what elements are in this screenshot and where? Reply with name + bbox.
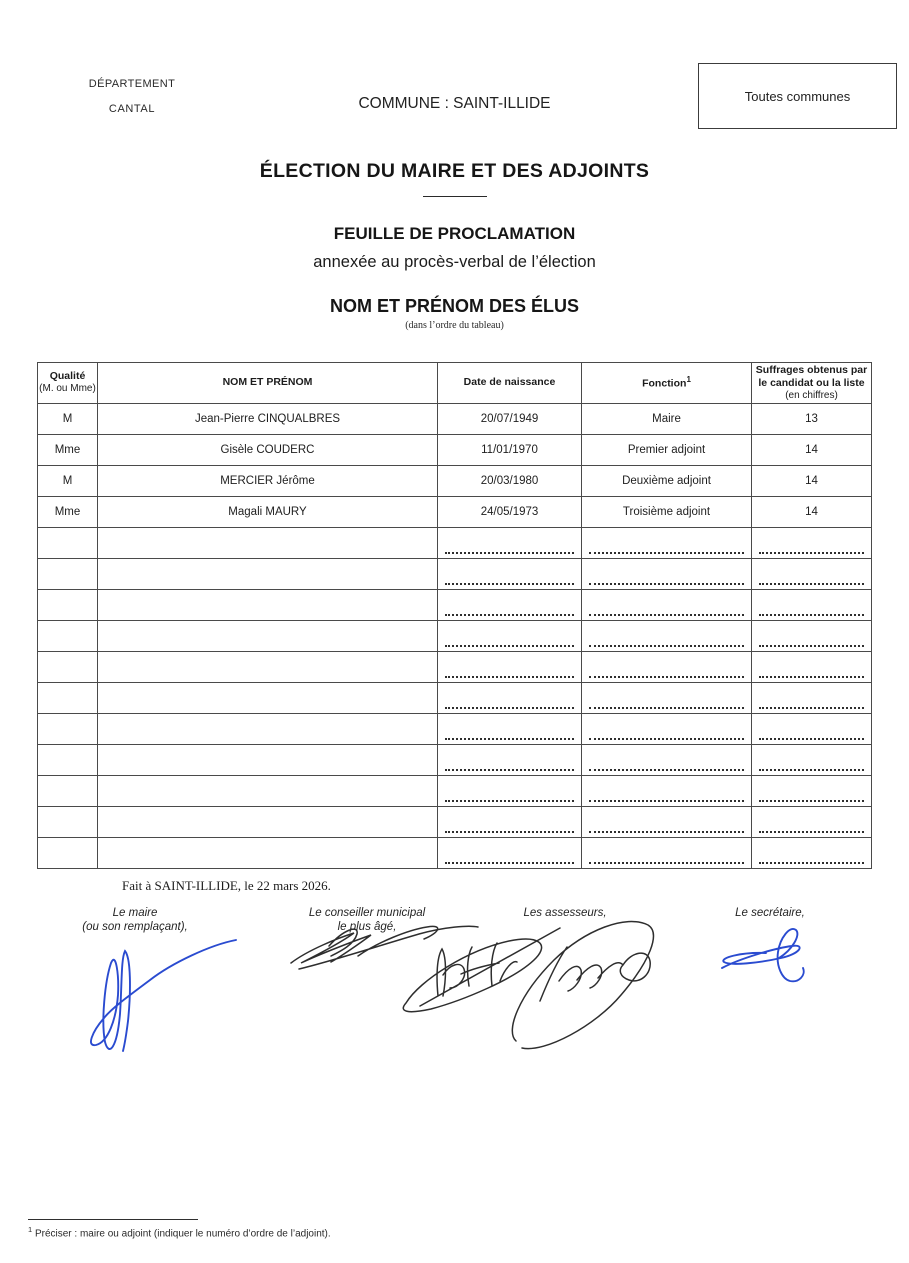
- empty-cell-nom: [98, 652, 438, 683]
- results-table: [37, 362, 872, 869]
- commune-title: COMMUNE : SAINT-ILLIDE: [358, 95, 551, 112]
- empty-cell-nom: [98, 714, 438, 745]
- empty-cell-naissance: [438, 714, 582, 745]
- empty-cell-naissance: [438, 745, 582, 776]
- empty-cell-suffrages: [752, 528, 872, 559]
- mayor-signature: [91, 940, 236, 1051]
- footnote: [28, 1219, 628, 1239]
- empty-cell-suffrages: [752, 745, 872, 776]
- empty-cell-fonction: [582, 776, 752, 807]
- empty-cell-qualite: [38, 621, 98, 652]
- table-empty-row: [38, 590, 872, 621]
- table-empty-row: [38, 776, 872, 807]
- empty-cell-suffrages: [752, 776, 872, 807]
- stamp-box: [698, 63, 897, 129]
- table-empty-row: [38, 745, 872, 776]
- main-title: ÉLECTION DU MAIRE ET DES ADJOINTS: [259, 160, 650, 182]
- empty-cell-suffrages: [752, 621, 872, 652]
- dotted-fill-line: [445, 583, 574, 585]
- dotted-fill-line: [759, 676, 864, 678]
- stamp-box-label: Toutes communes: [744, 88, 851, 104]
- dotted-fill-line: [759, 862, 864, 864]
- signatures-layer: [0, 900, 909, 1070]
- subtitle-annex: annexée au procès-verbal de l’élection: [313, 253, 596, 271]
- empty-cell-suffrages: [752, 714, 872, 745]
- dotted-fill-line: [445, 552, 574, 554]
- cell-suffrages: 14: [752, 497, 872, 528]
- cell-fonction: Deuxième adjoint: [582, 466, 752, 497]
- cell-suffrages: 14: [752, 435, 872, 466]
- empty-cell-nom: [98, 590, 438, 621]
- cell-nom: Magali MAURY: [98, 497, 438, 528]
- empty-cell-suffrages: [752, 807, 872, 838]
- cell-qualite: M: [38, 404, 98, 435]
- assessors-signature-1: [403, 928, 560, 1012]
- dotted-fill-line: [759, 831, 864, 833]
- empty-cell-suffrages: [752, 590, 872, 621]
- dotted-fill-line: [589, 614, 744, 616]
- footnote-text: Préciser : maire ou adjoint (indiquer le numéro d’ordre de l’adjoint).: [34, 1228, 331, 1240]
- dotted-fill-line: [589, 862, 744, 864]
- date-place-line: Fait à SAINT-ILLIDE, le 22 mars 2026.: [122, 878, 331, 893]
- empty-cell-fonction: [582, 714, 752, 745]
- dotted-fill-line: [759, 800, 864, 802]
- empty-cell-fonction: [582, 621, 752, 652]
- empty-cell-naissance: [438, 683, 582, 714]
- empty-cell-fonction: [582, 745, 752, 776]
- empty-cell-fonction: [582, 807, 752, 838]
- dotted-fill-line: [589, 645, 744, 647]
- empty-cell-nom: [98, 528, 438, 559]
- dotted-fill-line: [589, 769, 744, 771]
- dotted-fill-line: [589, 831, 744, 833]
- section-note: (dans l’ordre du tableau): [405, 320, 504, 331]
- empty-cell-nom: [98, 776, 438, 807]
- dotted-fill-line: [589, 676, 744, 678]
- cell-suffrages: 13: [752, 404, 872, 435]
- dotted-fill-line: [445, 862, 574, 864]
- empty-cell-nom: [98, 621, 438, 652]
- dotted-fill-line: [759, 614, 864, 616]
- table-row: [38, 435, 872, 466]
- empty-cell-naissance: [438, 807, 582, 838]
- dotted-fill-line: [445, 614, 574, 616]
- empty-cell-qualite: [38, 590, 98, 621]
- dotted-fill-line: [759, 738, 864, 740]
- department-label: DÉPARTEMENT: [88, 78, 176, 90]
- cell-naissance: 20/07/1949: [438, 404, 582, 435]
- empty-cell-suffrages: [752, 652, 872, 683]
- footnote-marker: 1: [28, 1225, 33, 1234]
- cell-naissance: 24/05/1973: [438, 497, 582, 528]
- empty-cell-fonction: [582, 528, 752, 559]
- empty-cell-naissance: [438, 621, 582, 652]
- dotted-fill-line: [759, 583, 864, 585]
- cell-qualite: Mme: [38, 497, 98, 528]
- empty-cell-qualite: [38, 714, 98, 745]
- empty-cell-fonction: [582, 683, 752, 714]
- cell-fonction: Premier adjoint: [582, 435, 752, 466]
- empty-cell-suffrages: [752, 838, 872, 869]
- assessors-signature-label: Les assesseurs,: [523, 907, 607, 919]
- empty-cell-qualite: [38, 528, 98, 559]
- dotted-fill-line: [589, 738, 744, 740]
- cell-naissance: 20/03/1980: [438, 466, 582, 497]
- empty-cell-fonction: [582, 838, 752, 869]
- empty-cell-nom: [98, 559, 438, 590]
- dotted-fill-line: [445, 707, 574, 709]
- cell-suffrages: 14: [752, 466, 872, 497]
- dotted-fill-line: [445, 769, 574, 771]
- dotted-fill-line: [445, 738, 574, 740]
- header-qualite: Qualité (M. ou Mme): [38, 363, 98, 404]
- header-fonction: Fonction$^1$: [582, 363, 752, 404]
- empty-cell-nom: [98, 683, 438, 714]
- footnote-rule: [28, 1219, 198, 1220]
- dotted-fill-line: [759, 707, 864, 709]
- header-date-naissance: Date de naissance: [438, 363, 582, 404]
- empty-cell-qualite: [38, 652, 98, 683]
- empty-cell-nom: [98, 807, 438, 838]
- cell-nom: MERCIER Jérôme: [98, 466, 438, 497]
- empty-cell-suffrages: [752, 683, 872, 714]
- cell-qualite: M: [38, 466, 98, 497]
- table-empty-row: [38, 528, 872, 559]
- secretary-signature-label: Le secrétaire,: [735, 907, 805, 919]
- table-empty-row: [38, 652, 872, 683]
- empty-cell-suffrages: [752, 559, 872, 590]
- dotted-fill-line: [589, 583, 744, 585]
- cell-fonction: Maire: [582, 404, 752, 435]
- empty-cell-naissance: [438, 528, 582, 559]
- dotted-fill-line: [759, 645, 864, 647]
- table-row: [38, 404, 872, 435]
- header-suffrages: Suffrages obtenus par le candidat ou la liste (en chiffres): [752, 363, 872, 404]
- table-empty-row: [38, 807, 872, 838]
- dotted-fill-line: [445, 676, 574, 678]
- empty-cell-fonction: [582, 652, 752, 683]
- dotted-fill-line: [589, 707, 744, 709]
- empty-cell-fonction: [582, 590, 752, 621]
- assessors-signature-2: [512, 922, 653, 1049]
- empty-cell-qualite: [38, 683, 98, 714]
- department-name: CANTAL: [108, 103, 156, 115]
- table-row: [38, 497, 872, 528]
- subtitle-proclamation: FEUILLE DE PROCLAMATION: [333, 224, 576, 243]
- header-nom-prenom: NOM ET PRÉNOM: [98, 363, 438, 404]
- title-rule: [423, 196, 487, 197]
- cell-fonction: Troisième adjoint: [582, 497, 752, 528]
- table-empty-row: [38, 559, 872, 590]
- empty-cell-naissance: [438, 776, 582, 807]
- empty-cell-nom: [98, 838, 438, 869]
- councillor-signature: [291, 926, 478, 969]
- empty-cell-qualite: [38, 838, 98, 869]
- cell-nom: Jean-Pierre CINQUALBRES: [98, 404, 438, 435]
- title-block: [0, 160, 909, 331]
- table-empty-row: [38, 683, 872, 714]
- mayor-signature-label: Le maire (ou son remplaçant),: [82, 907, 188, 934]
- empty-cell-fonction: [582, 559, 752, 590]
- empty-cell-nom: [98, 745, 438, 776]
- empty-cell-naissance: [438, 559, 582, 590]
- table-header-row: [38, 363, 872, 404]
- table-empty-row: [38, 714, 872, 745]
- table-row: [38, 466, 872, 497]
- table-empty-row: [38, 838, 872, 869]
- empty-cell-naissance: [438, 590, 582, 621]
- dotted-fill-line: [759, 552, 864, 554]
- dotted-fill-line: [589, 800, 744, 802]
- empty-cell-qualite: [38, 559, 98, 590]
- cell-qualite: Mme: [38, 435, 98, 466]
- table-empty-row: [38, 621, 872, 652]
- dotted-fill-line: [445, 645, 574, 647]
- table-body: [38, 404, 872, 869]
- empty-cell-qualite: [38, 745, 98, 776]
- secretary-signature: [722, 929, 804, 981]
- section-title: NOM ET PRÉNOM DES ÉLUS: [329, 296, 580, 316]
- empty-cell-naissance: [438, 838, 582, 869]
- councillor-signature-label: Le conseiller municipal le plus âgé,: [308, 907, 426, 934]
- dotted-fill-line: [445, 831, 574, 833]
- cell-naissance: 11/01/1970: [438, 435, 582, 466]
- cell-nom: Gisèle COUDERC: [98, 435, 438, 466]
- dotted-fill-line: [589, 552, 744, 554]
- empty-cell-qualite: [38, 776, 98, 807]
- dotted-fill-line: [759, 769, 864, 771]
- dotted-fill-line: [445, 800, 574, 802]
- empty-cell-naissance: [438, 652, 582, 683]
- empty-cell-qualite: [38, 807, 98, 838]
